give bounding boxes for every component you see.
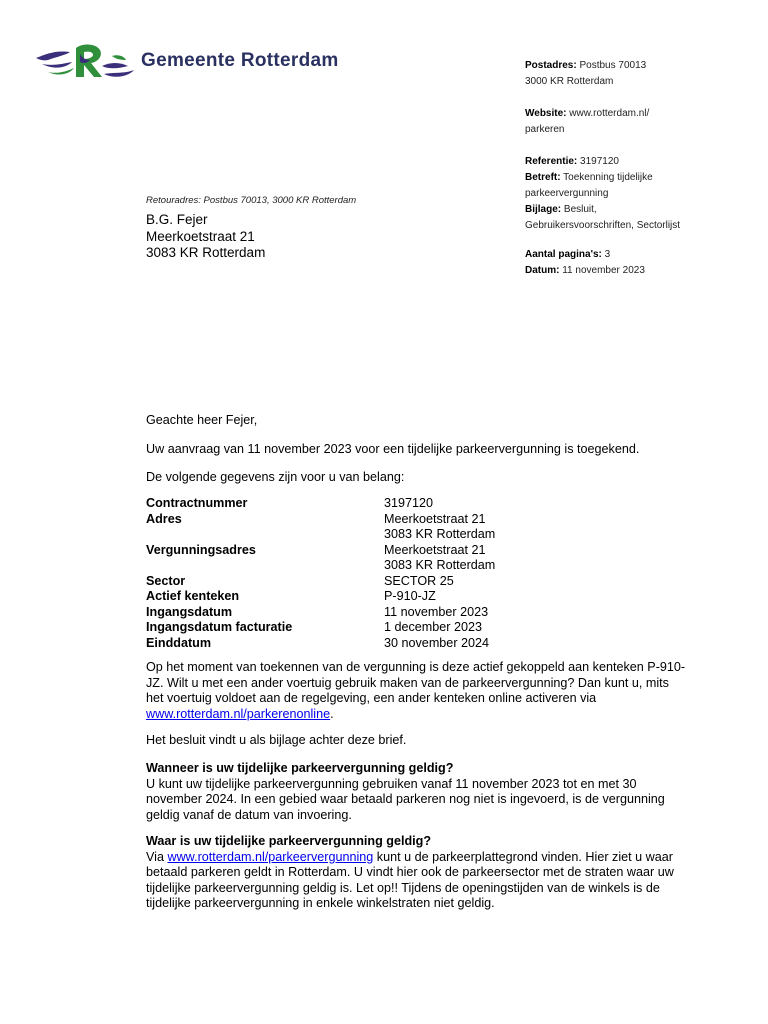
table-row-value: 11 november 2023 <box>384 604 489 619</box>
table-row-value: SECTOR 25 <box>384 573 454 588</box>
table-row-value: 3197120 <box>384 496 434 510</box>
recipient-address <box>146 212 265 262</box>
table-row-value: Meerkoetstraat 21 <box>384 511 486 526</box>
recipient-street: Meerkoetstraat 21 <box>146 228 255 244</box>
table-row <box>146 558 684 574</box>
details-intro: De volgende gegevens zijn voor u van belang: <box>146 470 405 484</box>
table-row <box>146 589 684 605</box>
date-block <box>525 247 725 279</box>
table-row-label: Ingangsdatum <box>146 604 233 619</box>
table-row-label: Contractnummer <box>146 496 248 510</box>
recipient-name: B.G. Fejer <box>146 212 208 227</box>
website-block <box>525 106 725 138</box>
betreft-line2: parkeervergunning <box>525 188 609 199</box>
table-row <box>146 620 684 636</box>
postadres-line2: 3000 KR Rotterdam <box>525 76 614 87</box>
table-row <box>146 636 684 652</box>
salutation: Geachte heer Fejer, <box>146 413 258 427</box>
table-row-label: Ingangsdatum facturatie <box>146 620 293 634</box>
bijlage-label: Bijlage: <box>525 204 562 215</box>
waar-heading: Waar is uw tijdelijke parkeervergunning geldig? <box>146 834 432 848</box>
paginas-value: 3 <box>604 249 611 260</box>
kenteken-text: Op het moment van toekennen van de vergunning is deze actief gekoppeld aan kenteken P-910-JZ. Wilt u met een ander voertuig gebruik maken van de parkeervergunning? Dan kunt u, mits het voertuig voldoet aan de regelgeving, een ander kenteken online activeren via <box>146 660 686 705</box>
bijlage-line2: Gebruikersvoorschriften, Sectorlijst <box>525 220 681 231</box>
datum-label: Datum: <box>525 265 560 276</box>
table-row-value: 30 november 2024 <box>384 635 490 650</box>
waar-text-start: Via <box>146 849 168 864</box>
referentie-value: 3197120 <box>580 156 619 167</box>
betreft-line1: Toekenning tijdelijke <box>563 172 653 183</box>
besluit-paragraph: Het besluit vindt u als bijlage achter deze brief. <box>146 733 407 747</box>
waar-text-rest: kunt u de parkeerplattegrond vinden. Hier ziet u waar betaald parkeren geldt in Rotterdam. U vindt hier ook de parkeersector met de straten waar uw tijdelijke parkeervergunning geldig is. Let op!! Tijdens de openingstijden van de winkels is de tijdelijke parkeervergunning in enkele winkelstraten niet geldig. <box>146 849 674 910</box>
table-row-label: Vergunningsadres <box>146 542 256 557</box>
rotterdam-logo <box>36 44 140 82</box>
parkeervergunning-link[interactable]: www.rotterdam.nl/parkeervergunning <box>167 849 374 864</box>
table-row-value: 3083 KR Rotterdam <box>384 527 496 541</box>
table-row <box>146 543 684 559</box>
waar-text <box>146 850 686 912</box>
table-row-value: 1 december 2023 <box>384 620 483 634</box>
table-row-value: Meerkoetstraat 21 <box>384 542 486 557</box>
kenteken-paragraph <box>146 660 686 722</box>
table-row-label <box>146 558 384 574</box>
recipient-city: 3083 KR Rotterdam <box>146 245 266 260</box>
paginas-label: Aantal pagina's: <box>525 249 602 260</box>
table-row-label: Einddatum <box>146 635 212 650</box>
bijlage-line1: Besluit, <box>563 204 597 215</box>
reference-block <box>525 154 725 234</box>
table-row-label: Actief kenteken <box>146 589 240 603</box>
website-label: Website: <box>525 108 567 119</box>
website-line1: www.rotterdam.nl/ <box>569 108 650 119</box>
waar-section <box>146 834 686 912</box>
table-row-label: Adres <box>146 511 182 526</box>
table-row-label <box>146 527 384 543</box>
postadres-line1: Postbus 70013 <box>579 60 647 71</box>
postadres-block <box>525 58 725 90</box>
table-row <box>146 574 684 590</box>
kenteken-text-end: . <box>330 706 334 721</box>
datum-value: 11 november 2023 <box>562 265 645 276</box>
website-line2: parkeren <box>525 124 565 135</box>
postadres-label: Postadres: <box>525 60 577 71</box>
parkerenonline-link[interactable]: www.rotterdam.nl/parkerenonline <box>146 706 331 721</box>
table-row <box>146 496 684 512</box>
brand-name: Gemeente Rotterdam <box>141 50 339 71</box>
wanneer-section <box>146 761 686 823</box>
table-row <box>146 527 684 543</box>
table-row-label: Sector <box>146 573 186 588</box>
table-row <box>146 512 684 528</box>
table-row-value: 3083 KR Rotterdam <box>384 558 496 572</box>
wanneer-heading: Wanneer is uw tijdelijke parkeervergunning geldig? <box>146 761 454 775</box>
intro-paragraph: Uw aanvraag van 11 november 2023 voor een tijdelijke parkeervergunning is toegekend. <box>146 442 640 456</box>
return-address: Retouradres: Postbus 70013, 3000 KR Rotterdam <box>146 195 357 206</box>
table-row <box>146 605 684 621</box>
details-table <box>146 496 684 651</box>
referentie-label: Referentie: <box>525 156 578 167</box>
table-row-value: P-910-JZ <box>384 589 436 603</box>
wanneer-text: U kunt uw tijdelijke parkeervergunning gebruiken vanaf 11 november 2023 tot en met 30 november 2024. In een gebied waar betaald parkeren nog niet is ingevoerd, is de vergunning geldig vanaf de datum van invoering. <box>146 776 665 822</box>
betreft-label: Betreft: <box>525 172 561 183</box>
